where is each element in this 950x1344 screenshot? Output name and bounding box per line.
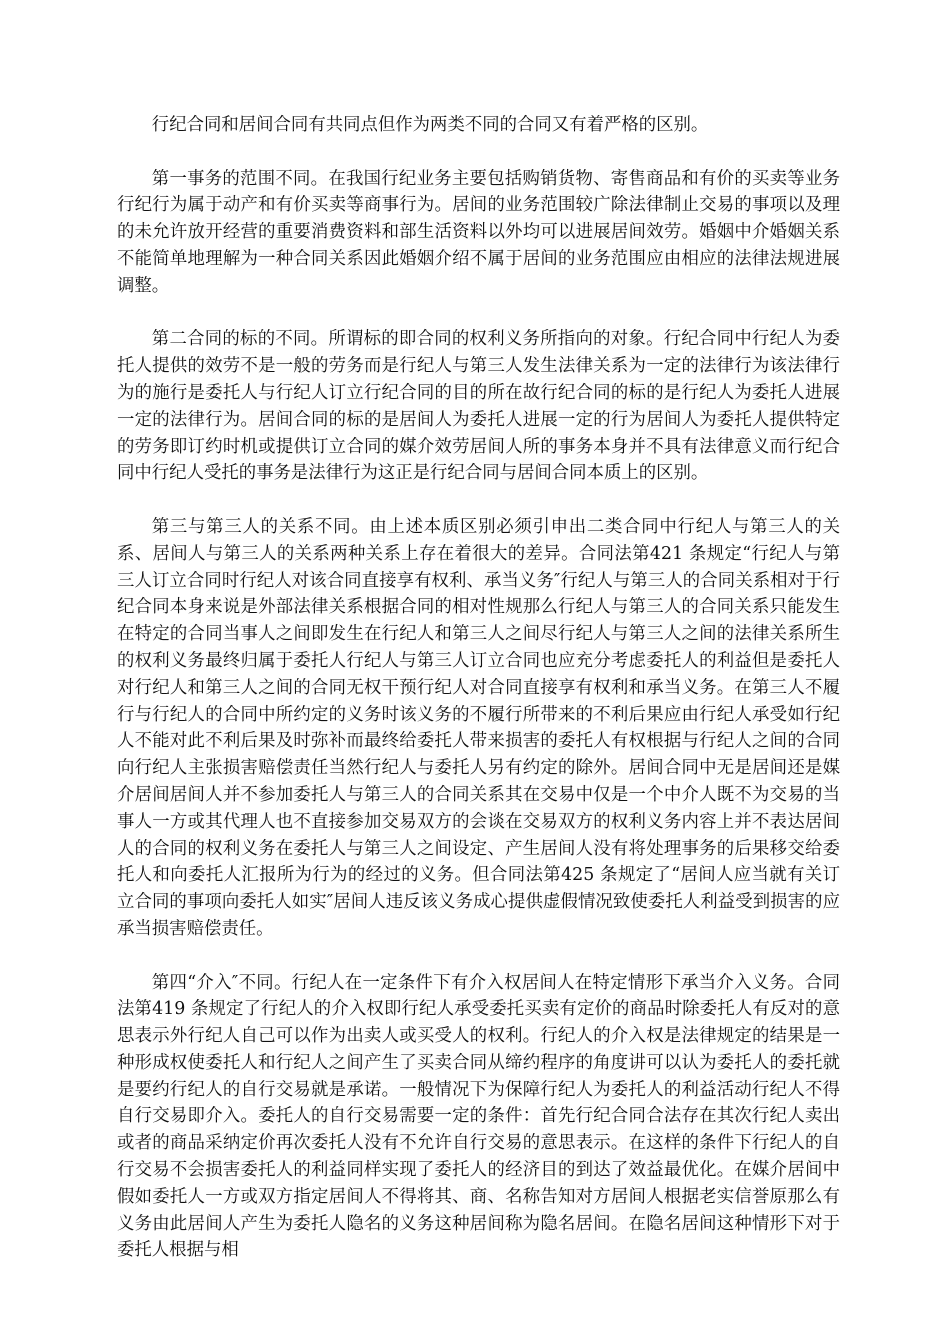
- paragraph-intro: 行纪合同和居间合同有共同点但作为两类不同的合同又有着严格的区别。: [151, 115, 709, 135]
- paragraph-scope-of-business: 第一事务的范围不同。在我国行纪业务主要包括购销货物、寄售商品和有价的买卖等业务行纪行为属于动产和有价买卖等商事行为。居间的业务范围较广除法律制止交易的事项以及理的未允许放开经营的重要消费资料和部生活资料以外均可以进展居间效劳。婚姻中介婚姻关系不能简单地理解为一种合同关系因此婚姻介绍不属于居间的业务范围应由相应的法律法规进展调整。: [117, 168, 840, 296]
- paragraph-contract-object: 第二合同的标的不同。所谓标的即合同的权利义务所指向的对象。行纪合同中行纪人为委托人提供的效劳不是一般的劳务而是行纪人与第三人发生法律关系为一定的法律行为该法律行为的施行是委托人与行纪人订立行纪合同的目的所在故行纪合同的标的是行纪人为委托人进展一定的法律行为。居间合同的标的是居间人为委托人进展一定的行为居间人为委托人提供特定的劳务即订约时机或提供订立合同的媒介效劳居间人所的事务本身并不具有法律意义而行纪合同中行纪人受托的事务是法律行为这正是行纪合同与居间合同本质上的区别。: [117, 329, 840, 484]
- paragraph-intervention-right: 第四“介入″不同。行纪人在一定条件下有介入权居间人在特定情形下承当介入义务。合同法第419 条规定了行纪人的介入权即行纪人承受委托买卖有定价的商品时除委托人有反对的意思表示外行纪人自己可以作为出卖人或买受人的权利。行纪人的介入权是法律规定的结果是一种形成权使委托人和行纪人之间产生了买卖合同从缔约程序的角度讲可以认为委托人的委托就是要约行纪人的自行交易就是承诺。一般情况下为保障行纪人为委托人的利益活动行纪人不得自行交易即介入。委托人的自行交易需要一定的条件：首先行纪合同合法存在其次行纪人卖出或者的商品采纳定价再次委托人没有不允许自行交易的意思表示。在这样的条件下行纪人的自行交易不会损害委托人的利益同样实现了委托人的经济目的到达了效益最优化。在媒介居间中假如委托人一方或双方指定居间人不得将其、商、名称告知对方居间人根据老实信誉原那么有义务由此居间人产生为委托人隐名的义务这种居间称为隐名居间。在隐名居间这种情形下对于委托人根据与相: [117, 972, 840, 1261]
- document-page: [117, 112, 840, 1291]
- paragraph-third-party-relations: 第三与第三人的关系不同。由上述本质区别必须引申出二类合同中行纪人与第三人的关系、居间人与第三人的关系两种关系上存在着很大的差异。合同法第421 条规定“行纪人与第三人订立合同时行纪人对该合同直接享有权利、承当义务″行纪人与第三人的合同关系相对于行纪合同本身来说是外部法律关系根据合同的相对性规那么行纪人与第三人的合同关系只能发生在特定的合同当事人之间即发生在行纪人和第三人之间尽行纪人与第三人之间的法律关系所生的权利义务最终归属于委托人行纪人与第三人订立合同也应充分考虑委托人的利益但是委托人对行纪人和第三人之间的合同无权干预行纪人对合同直接享有权利和承当义务。在第三人不履行与行纪人的合同中所约定的义务时该义务的不履行所带来的不利后果应由行纪人承受如行纪人不能对此不利后果及时弥补而最终给委托人带来损害的委托人有权根据与行纪人之间的合同向行纪人主张损害赔偿责任当然行纪人与委托人另有约定的除外。居间合同中无是居间还是媒介居间居间人并不参加委托人与第三人的合同关系其在交易中仅是一个中介人既不为交易的当事人一方或其代理人也不直接参加交易双方的会谈在交易双方的权利义务内容上并不表达居间人的合同的权利义务在委托人与第三人之间设定、产生居间人没有将处理事务的后果移交给委托人和向委托人汇报所为行为的经过的义务。但合同法第425 条规定了“居间人应当就有关订立合同的事项向委托人如实″居间人违反该义务成心提供虚假情况致使委托人利益受到损害的应承当损害赔偿责任。: [117, 516, 840, 939]
